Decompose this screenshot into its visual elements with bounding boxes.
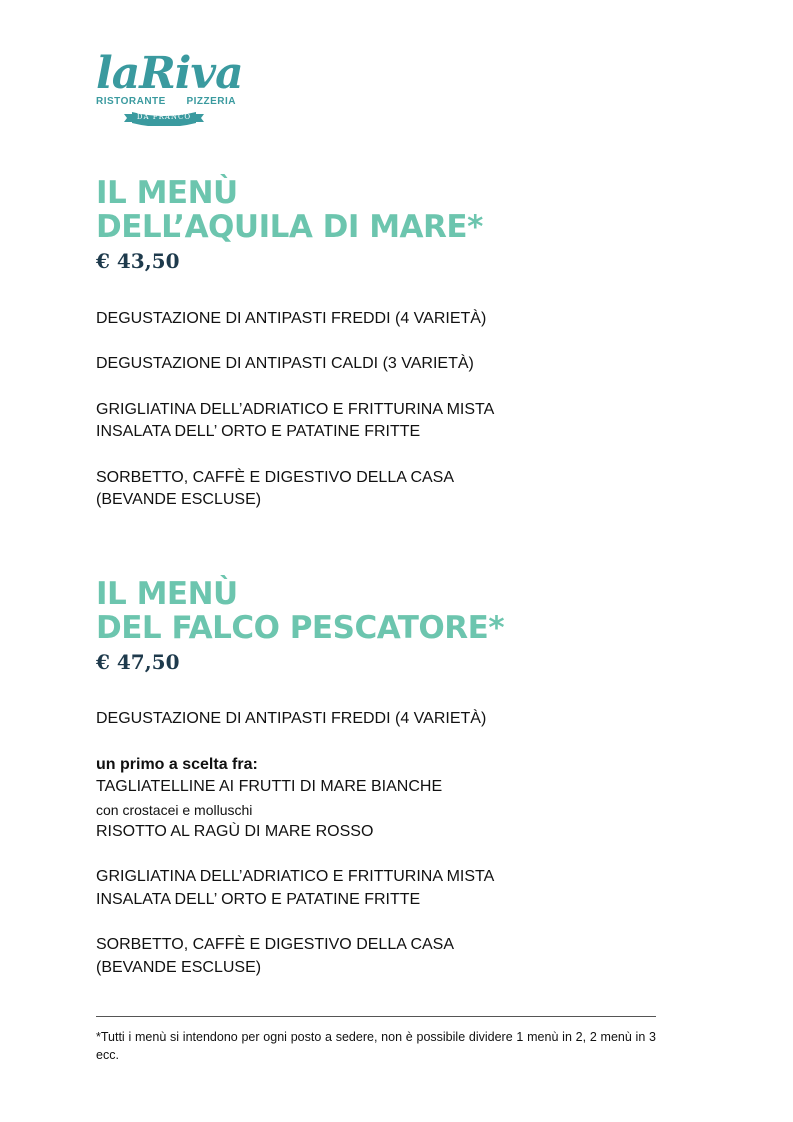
logo-right-word: PIZZERIA — [186, 96, 236, 107]
menu-1-item: DEGUSTAZIONE DI ANTIPASTI FREDDI (4 VARIETÀ) — [96, 310, 487, 327]
menu-1-title-line2: DELL’AQUILA DI MARE* — [96, 209, 483, 245]
restaurant-logo — [96, 48, 243, 130]
footnote-divider — [96, 1016, 656, 1017]
menu-2-item: DEGUSTAZIONE DI ANTIPASTI FREDDI (4 VARIETÀ) — [96, 710, 487, 727]
logo-left-word: RISTORANTE — [96, 96, 166, 107]
menu-1-item: GRIGLIATINA DELL’ADRIATICO E FRITTURINA MISTA — [96, 401, 495, 418]
menu-1-item: SORBETTO, CAFFÈ E DIGESTIVO DELLA CASA — [96, 469, 455, 486]
menu-2-title-line1: IL MENÙ — [96, 576, 238, 612]
footnote: *Tutti i menù si intendono per ogni posto a sedere, non è possibile dividere 1 menù in 2, 2 menù in 3 ecc. — [96, 1030, 656, 1062]
menu-2-choice-heading: un primo a scelta fra: — [96, 756, 258, 773]
menu-1-item: (BEVANDE ESCLUSE) — [96, 491, 262, 508]
menu-2-title — [96, 577, 504, 645]
menu-2-price: € 47,50 — [96, 650, 180, 674]
menu-1-price: € 43,50 — [96, 249, 180, 273]
menu-1-item: INSALATA DELL’ ORTO E PATATINE FRITTE — [96, 423, 421, 440]
menu-2-item: TAGLIATELLINE AI FRUTTI DI MARE BIANCHE — [96, 778, 443, 795]
logo-wordmark: laRiva — [96, 48, 243, 99]
logo-subtitle — [96, 96, 236, 107]
menu-2-item: INSALATA DELL’ ORTO E PATATINE FRITTE — [96, 891, 421, 908]
menu-1-title — [96, 176, 483, 244]
menu-2-item-note: con crostacei e molluschi — [96, 802, 253, 818]
menu-2-item: RISOTTO AL RAGÙ DI MARE ROSSO — [96, 823, 374, 840]
logo-ribbon-text: DA FRANCO — [136, 113, 192, 121]
menu-2-title-line2: DEL FALCO PESCATORE* — [96, 610, 505, 646]
menu-1-item: DEGUSTAZIONE DI ANTIPASTI CALDI (3 VARIETÀ) — [96, 355, 474, 372]
menu-2-item: (BEVANDE ESCLUSE) — [96, 959, 262, 976]
menu-2-item: GRIGLIATINA DELL’ADRIATICO E FRITTURINA MISTA — [96, 868, 495, 885]
menu-1-title-line1: IL MENÙ — [96, 175, 238, 211]
menu-2-item: SORBETTO, CAFFÈ E DIGESTIVO DELLA CASA — [96, 936, 455, 953]
